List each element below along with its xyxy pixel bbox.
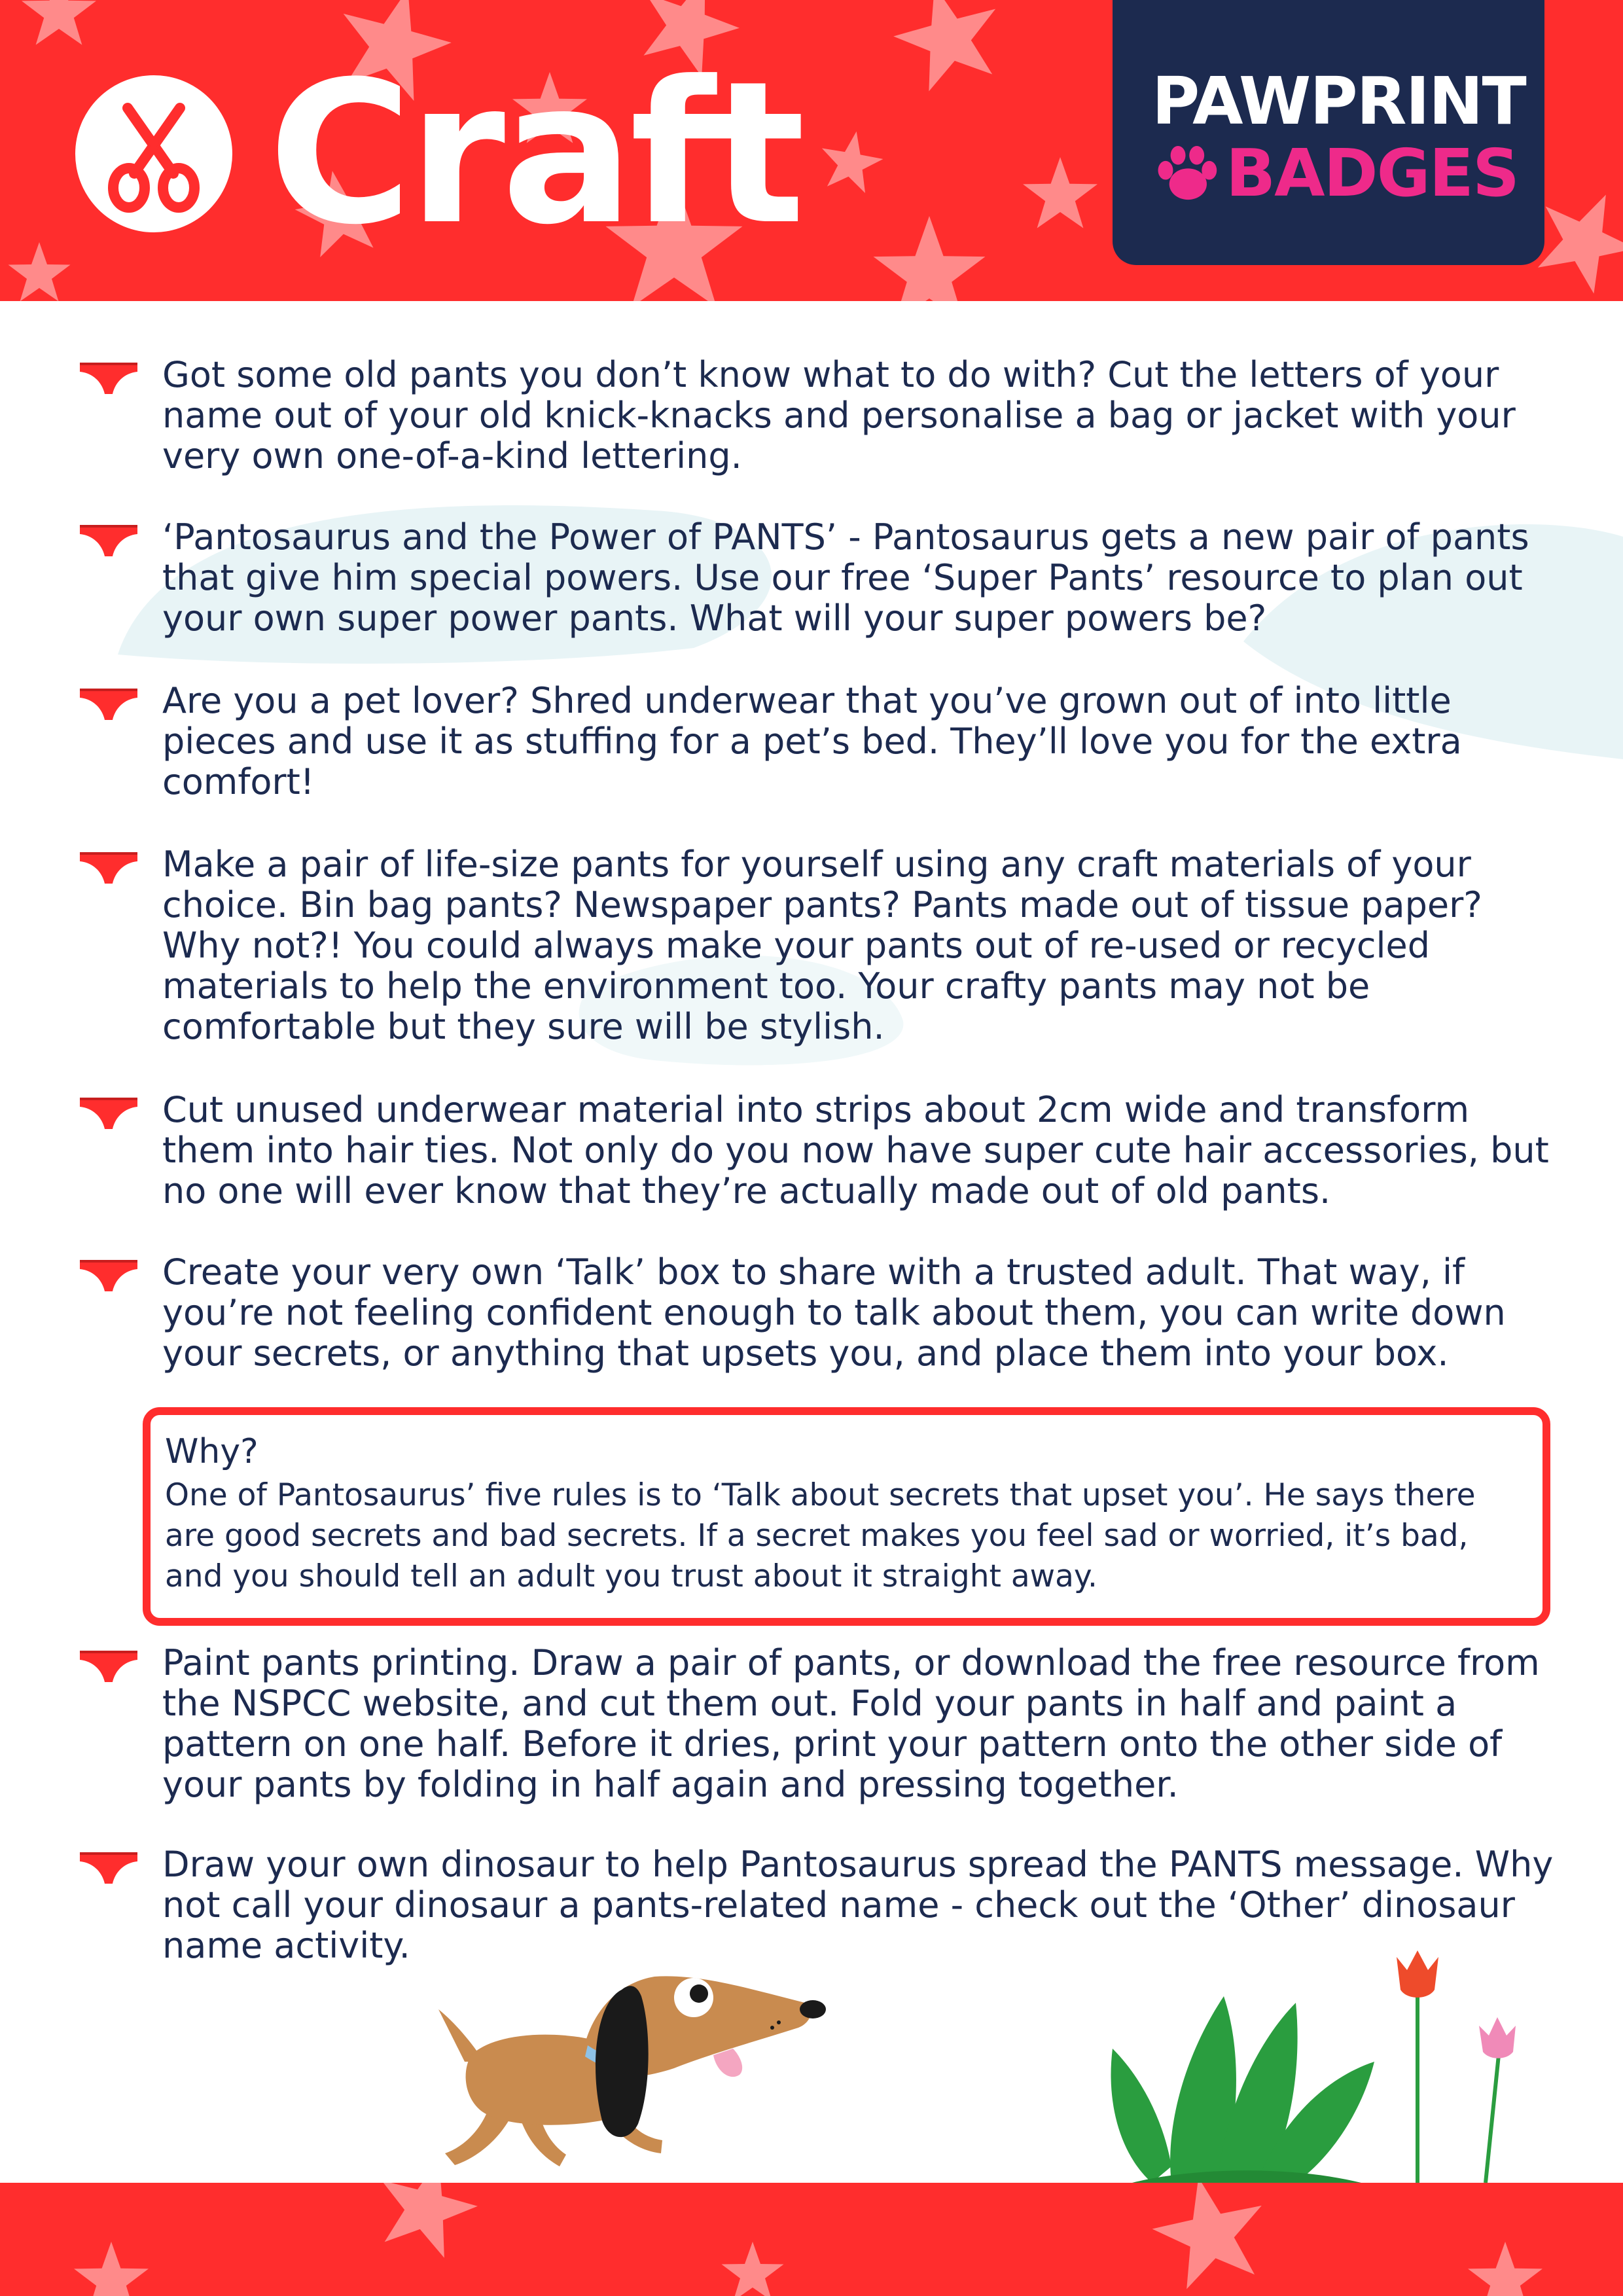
pants-icon [77,1848,140,1888]
activity-text: Got some old pants you don’t know what to do with? Cut the letters of your name out of your old knick-knacks and personalise a bag or jacket with your very own one-of-a-kind lettering. [162,354,1516,476]
page-title: Craft [268,39,802,268]
tulip-illustration [1387,1944,1558,2183]
pants-icon [77,1094,140,1133]
pants-icon [77,521,140,560]
activity-text: Cut unused underwear material into strips about 2cm wide and transform them into hair ties. Not only do you now have super cute hair accessories, but no one will ever know that they’re actually made out of old pants. [162,1089,1549,1211]
why-body: One of Pantosaurus’ five rules is to ‘Talk about secrets that upset you’. He says there are good secrets and bad secrets. If a secret makes you feel sad or worried, it’s bad, and you should tell an adult you trust about it straight away. [165,1477,1476,1594]
why-callout [143,1407,1550,1626]
scissors-icon [75,75,232,232]
activity-text: ‘Pantosaurus and the Power of PANTS’ - Pantosaurus gets a new pair of pants that give him special powers. Use our free ‘Super Pants’ resource to plan out your own super power pants. What will your super powers be? [162,516,1529,639]
dog-illustration [425,1957,844,2183]
brand-line2: BADGES [1225,135,1518,211]
star-pattern [0,2183,1623,2296]
brand-line1: PAWPRINT [1152,63,1525,139]
plant-illustration [1099,1957,1414,2183]
activity-text: Paint pants printing. Draw a pair of pants, or download the free resource from the NSPCC website, and cut them out. Fold your pants in half and paint a pattern on one half. Before it dries, print your pattern onto the other side of your pants by folding in half again and pressing together. [162,1642,1540,1805]
pants-icon [77,1256,140,1295]
content-area [0,301,1623,2183]
pawprint-badges-logo [1113,0,1544,265]
pants-icon [77,848,140,888]
craft-logo [75,75,232,232]
activity-text: Create your very own ‘Talk’ box to share with a trusted adult. That way, if you’re not feeling confident enough to talk about them, you can write down your secrets, or anything that upsets you, and place them into your box. [162,1251,1506,1374]
activity-text: Are you a pet lover? Shred underwear that you’ve grown out of into little pieces and use it as stuffing for a pet’s bed. They’ll love you for the extra comfort! [162,680,1462,802]
why-title: Why? [165,1432,259,1471]
pants-icon [77,359,140,398]
brand-line2-row [1152,137,1518,209]
footer-banner [0,2183,1623,2296]
header-banner [0,0,1623,301]
activity-text: Make a pair of life-size pants for yourself using any craft materials of your choice. Bin bag pants? Newspaper pants? Pants made out of tissue paper? Why not?! You could always make your pants out of re-used or recycled materials to help the environment too. Your crafty pants may not be comfortable but they sure will be stylish. [162,844,1482,1047]
pants-icon [77,1647,140,1686]
activity-text: Draw your own dinosaur to help Pantosaurus spread the PANTS message. Why not call your dinosaur a pants-related name - check out the ‘Other’ dinosaur name activity. [162,1844,1554,1966]
paw-icon [1152,137,1221,209]
pants-icon [77,685,140,724]
